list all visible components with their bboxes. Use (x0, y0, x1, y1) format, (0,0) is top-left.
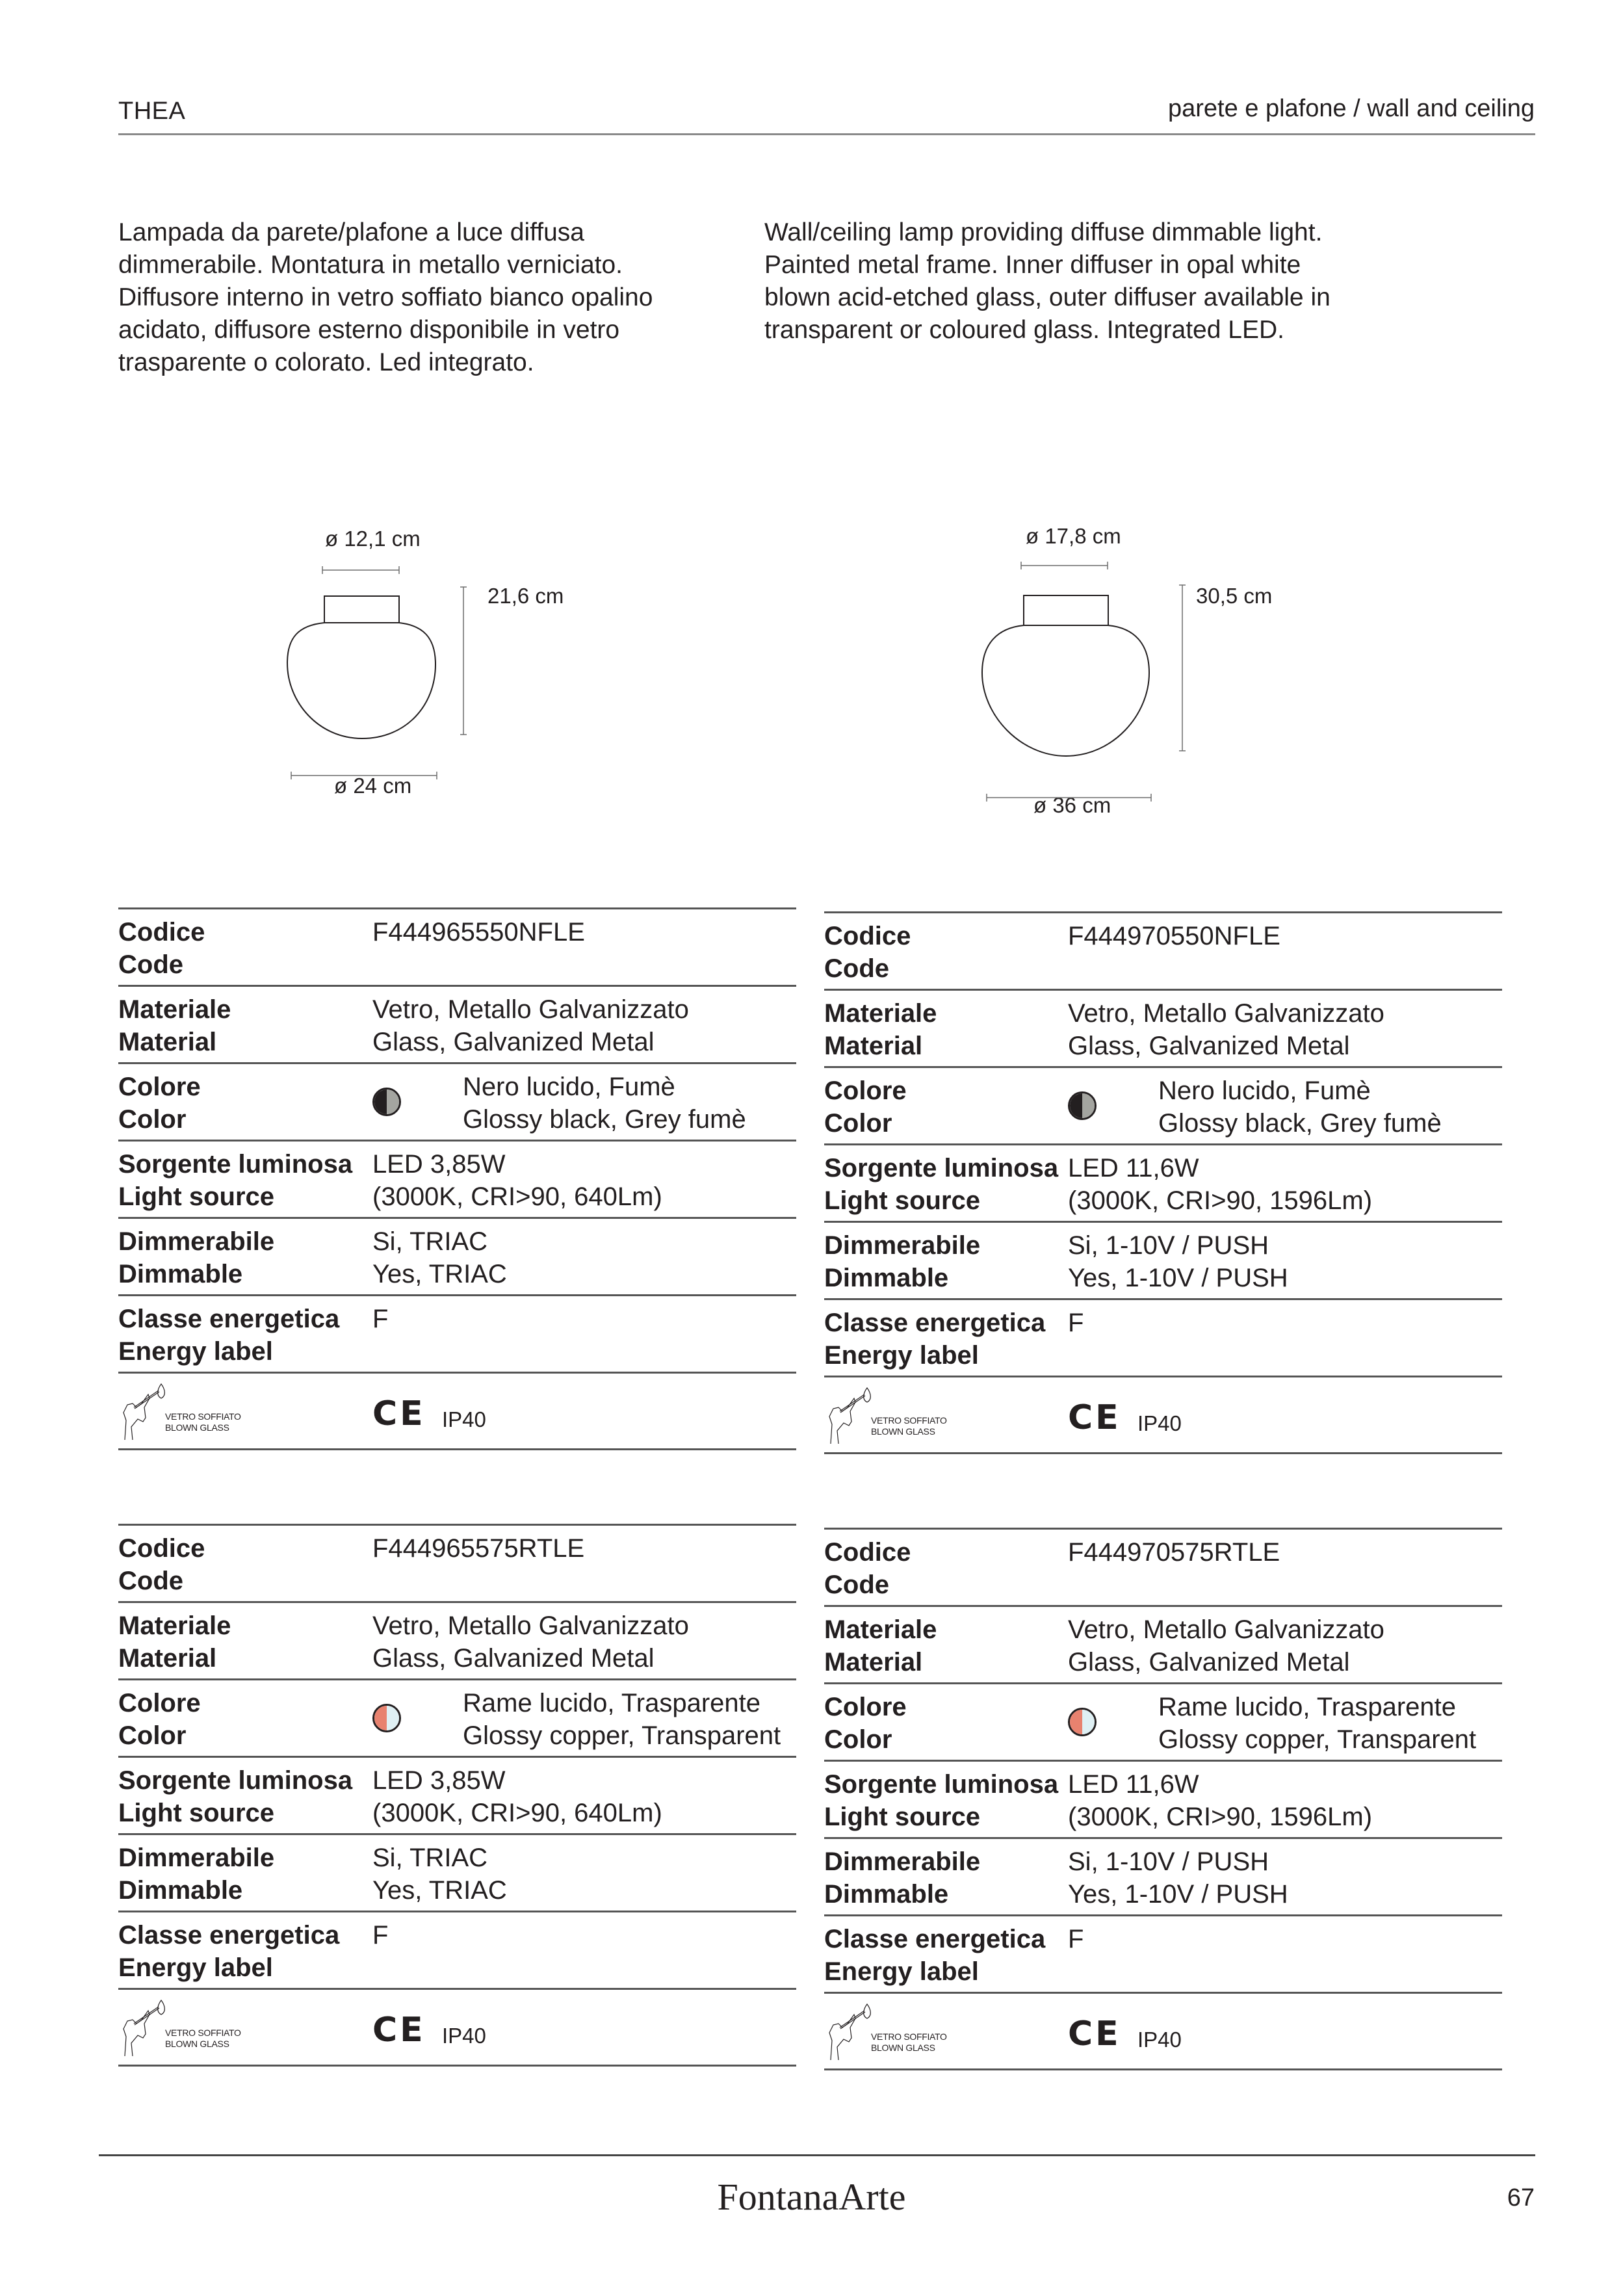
label-light-it: Sorgente luminosa (118, 1766, 353, 1795)
color-it: Rame lucido, Trasparente (1158, 1693, 1457, 1721)
energy-class: F (1068, 1309, 1084, 1337)
energy-class: F (372, 1305, 389, 1333)
color-en: Glossy copper, Transparent (463, 1721, 781, 1750)
blown-glass-label-en: BLOWN GLASS (165, 1422, 229, 1433)
label-material-it: Materiale (824, 1615, 937, 1644)
brand-logo: FontanaArte (717, 2176, 906, 2218)
label-dimm-en: Dimmable (118, 1260, 243, 1288)
light-source-row (118, 1756, 796, 1833)
code-row (118, 907, 796, 985)
color-swatch-icon (372, 1088, 401, 1116)
color-it: Nero lucido, Fumè (463, 1073, 675, 1101)
dimm-it: Si, 1-10V / PUSH (1068, 1231, 1269, 1260)
label-code-it: Codice (824, 1538, 911, 1567)
dimm-en: Yes, TRIAC (372, 1876, 507, 1905)
lamp-outline-small (273, 520, 637, 832)
color-en: Glossy copper, Transparent (1158, 1725, 1477, 1754)
label-energy-it: Classe energetica (824, 1925, 1046, 1953)
label-dimm-it: Dimmerabile (118, 1844, 275, 1872)
ip-rating: IP40 (442, 2024, 486, 2048)
code-row (118, 1524, 796, 1601)
material-row (118, 985, 796, 1062)
material-en: Glass, Galvanized Metal (372, 1644, 655, 1673)
certification-row (824, 1992, 1502, 2070)
dimm-en: Yes, 1-10V / PUSH (1068, 1264, 1288, 1292)
label-code-en: Code (824, 954, 889, 983)
light-source-row (824, 1760, 1502, 1837)
color-row (824, 1682, 1502, 1760)
color-en: Glossy black, Grey fumè (463, 1105, 746, 1134)
label-code-it: Codice (824, 922, 911, 950)
spec-table-3 (118, 1524, 796, 2067)
label-color-en: Color (118, 1105, 187, 1134)
label-energy-en: Energy label (824, 1341, 979, 1370)
light-source-row (118, 1140, 796, 1217)
label-dimm-it: Dimmerabile (824, 1847, 981, 1876)
ce-mark-icon: CE (1068, 1398, 1121, 1437)
dimm-it: Si, TRIAC (372, 1844, 488, 1872)
label-energy-it: Classe energetica (118, 1921, 340, 1950)
energy-row (118, 1911, 796, 1988)
ce-mark-icon: CE (1068, 2015, 1121, 2054)
color-it: Nero lucido, Fumè (1158, 1076, 1371, 1105)
light-source-row (824, 1143, 1502, 1221)
color-swatch-icon (372, 1704, 401, 1732)
label-dimm-en: Dimmable (118, 1876, 243, 1905)
label-energy-it: Classe energetica (824, 1309, 1046, 1337)
product-code: F444965575RTLE (372, 1534, 585, 1563)
dimm-it: Si, TRIAC (372, 1227, 488, 1256)
label-material-en: Material (118, 1644, 217, 1673)
label-code-it: Codice (118, 1534, 205, 1563)
label-color-it: Colore (118, 1689, 201, 1717)
label-energy-en: Energy label (118, 1953, 273, 1982)
label-code-en: Code (824, 1571, 889, 1599)
light-power: LED 3,85W (372, 1766, 506, 1795)
canopy-diameter-label: ø 12,1 cm (325, 527, 421, 551)
light-specs: (3000K, CRI>90, 1596Lm) (1068, 1186, 1373, 1215)
canopy-diameter-label: ø 17,8 cm (1026, 524, 1121, 548)
color-it: Rame lucido, Trasparente (463, 1689, 761, 1717)
color-swatch-icon (1068, 1091, 1097, 1120)
light-specs: (3000K, CRI>90, 1596Lm) (1068, 1803, 1373, 1831)
blown-glass-label-it: VETRO SOFFIATO (871, 2031, 947, 2042)
category-label: parete e plafone / wall and ceiling (1167, 95, 1535, 122)
dimmable-row (824, 1221, 1502, 1298)
blown-glass-label-en: BLOWN GLASS (871, 1426, 935, 1437)
spec-table-4 (824, 1528, 1502, 2070)
lamp-diagram-large (968, 520, 1332, 845)
color-row (118, 1678, 796, 1756)
dimmable-row (118, 1833, 796, 1911)
material-row (824, 1605, 1502, 1682)
material-en: Glass, Galvanized Metal (1068, 1648, 1350, 1676)
blown-glass-label-en: BLOWN GLASS (165, 2039, 229, 2049)
material-row (824, 989, 1502, 1066)
material-it: Vetro, Metallo Galvanizzato (372, 995, 689, 1024)
lamp-outline-large (968, 520, 1332, 845)
product-title: THEA (118, 98, 186, 125)
product-code: F444965550NFLE (372, 918, 585, 946)
height-label: 21,6 cm (487, 584, 564, 608)
label-color-en: Color (824, 1109, 892, 1138)
light-power: LED 11,6W (1068, 1770, 1199, 1799)
color-row (824, 1066, 1502, 1143)
label-material-it: Materiale (824, 999, 937, 1028)
energy-class: F (372, 1921, 389, 1950)
product-code: F444970575RTLE (1068, 1538, 1280, 1567)
label-material-it: Materiale (118, 1611, 231, 1640)
blown-glass-label-it: VETRO SOFFIATO (165, 2028, 241, 2038)
label-color-it: Colore (824, 1693, 907, 1721)
certification-row (118, 1372, 796, 1450)
ip-rating: IP40 (1137, 1411, 1182, 1435)
label-energy-it: Classe energetica (118, 1305, 340, 1333)
energy-row (118, 1294, 796, 1372)
code-row (824, 1528, 1502, 1605)
ip-rating: IP40 (1137, 2028, 1182, 2052)
label-energy-en: Energy label (824, 1957, 979, 1986)
blown-glass-label-it: VETRO SOFFIATO (871, 1415, 947, 1426)
energy-class: F (1068, 1925, 1084, 1953)
label-dimm-it: Dimmerabile (118, 1227, 275, 1256)
ce-mark-icon: CE (372, 1394, 426, 1433)
dimmable-row (118, 1217, 796, 1294)
label-material-en: Material (824, 1648, 923, 1676)
label-material-en: Material (118, 1028, 217, 1056)
label-light-en: Light source (824, 1803, 981, 1831)
blown-glass-label-it: VETRO SOFFIATO (165, 1411, 241, 1422)
label-light-it: Sorgente luminosa (824, 1154, 1059, 1182)
label-code-it: Codice (118, 918, 205, 946)
label-light-en: Light source (824, 1186, 981, 1215)
label-color-en: Color (118, 1721, 187, 1750)
light-power: LED 11,6W (1068, 1154, 1199, 1182)
height-label: 30,5 cm (1196, 584, 1273, 608)
dimmable-row (824, 1837, 1502, 1914)
light-power: LED 3,85W (372, 1150, 506, 1179)
color-en: Glossy black, Grey fumè (1158, 1109, 1442, 1138)
light-specs: (3000K, CRI>90, 640Lm) (372, 1182, 662, 1211)
header-divider (118, 133, 1535, 135)
material-en: Glass, Galvanized Metal (372, 1028, 655, 1056)
material-it: Vetro, Metallo Galvanizzato (1068, 1615, 1384, 1644)
spec-table-1 (118, 907, 796, 1450)
ip-rating: IP40 (442, 1407, 486, 1431)
label-code-en: Code (118, 950, 183, 979)
label-light-it: Sorgente luminosa (824, 1770, 1059, 1799)
code-row (824, 911, 1502, 989)
label-energy-en: Energy label (118, 1337, 273, 1366)
material-it: Vetro, Metallo Galvanizzato (1068, 999, 1384, 1028)
diameter-label: ø 36 cm (1033, 793, 1111, 817)
footer-divider (99, 2154, 1535, 2156)
certification-row (118, 1988, 796, 2067)
lamp-diagram-small (273, 520, 637, 832)
label-light-it: Sorgente luminosa (118, 1150, 353, 1179)
color-row (118, 1062, 796, 1140)
energy-row (824, 1914, 1502, 1992)
label-light-en: Light source (118, 1182, 275, 1211)
diameter-label: ø 24 cm (334, 774, 412, 798)
label-light-en: Light source (118, 1799, 275, 1827)
material-it: Vetro, Metallo Galvanizzato (372, 1611, 689, 1640)
color-swatch-icon (1068, 1708, 1097, 1736)
label-material-en: Material (824, 1032, 923, 1060)
dimm-en: Yes, TRIAC (372, 1260, 507, 1288)
product-code: F444970550NFLE (1068, 922, 1280, 950)
ce-mark-icon: CE (372, 2011, 426, 2050)
blown-glass-label-en: BLOWN GLASS (871, 2042, 935, 2053)
light-specs: (3000K, CRI>90, 640Lm) (372, 1799, 662, 1827)
dimm-it: Si, 1-10V / PUSH (1068, 1847, 1269, 1876)
label-material-it: Materiale (118, 995, 231, 1024)
description-english: Wall/ceiling lamp providing diffuse dimmable light. Painted metal frame. Inner diffuser in opal white blown acid-etched glass, outer diffuser available in transparent or coloured glass. Integrated LED. (764, 218, 1331, 344)
label-code-en: Code (118, 1567, 183, 1595)
label-dimm-it: Dimmerabile (824, 1231, 981, 1260)
dimm-en: Yes, 1-10V / PUSH (1068, 1880, 1288, 1909)
label-dimm-en: Dimmable (824, 1880, 949, 1909)
material-en: Glass, Galvanized Metal (1068, 1032, 1350, 1060)
spec-table-2 (824, 911, 1502, 1454)
label-dimm-en: Dimmable (824, 1264, 949, 1292)
page-number: 67 (1507, 2184, 1535, 2211)
description-italian: Lampada da parete/plafone a luce diffusa dimmerabile. Montatura in metallo verniciato. Diffusore interno in vetro soffiato bianco opalino acidato, diffusore esterno disponibile in vetro trasparente o colorato. Led integrato. (118, 218, 653, 376)
label-color-it: Colore (824, 1076, 907, 1105)
label-color-it: Colore (118, 1073, 201, 1101)
certification-row (824, 1376, 1502, 1454)
material-row (118, 1601, 796, 1678)
label-color-en: Color (824, 1725, 892, 1754)
energy-row (824, 1298, 1502, 1376)
